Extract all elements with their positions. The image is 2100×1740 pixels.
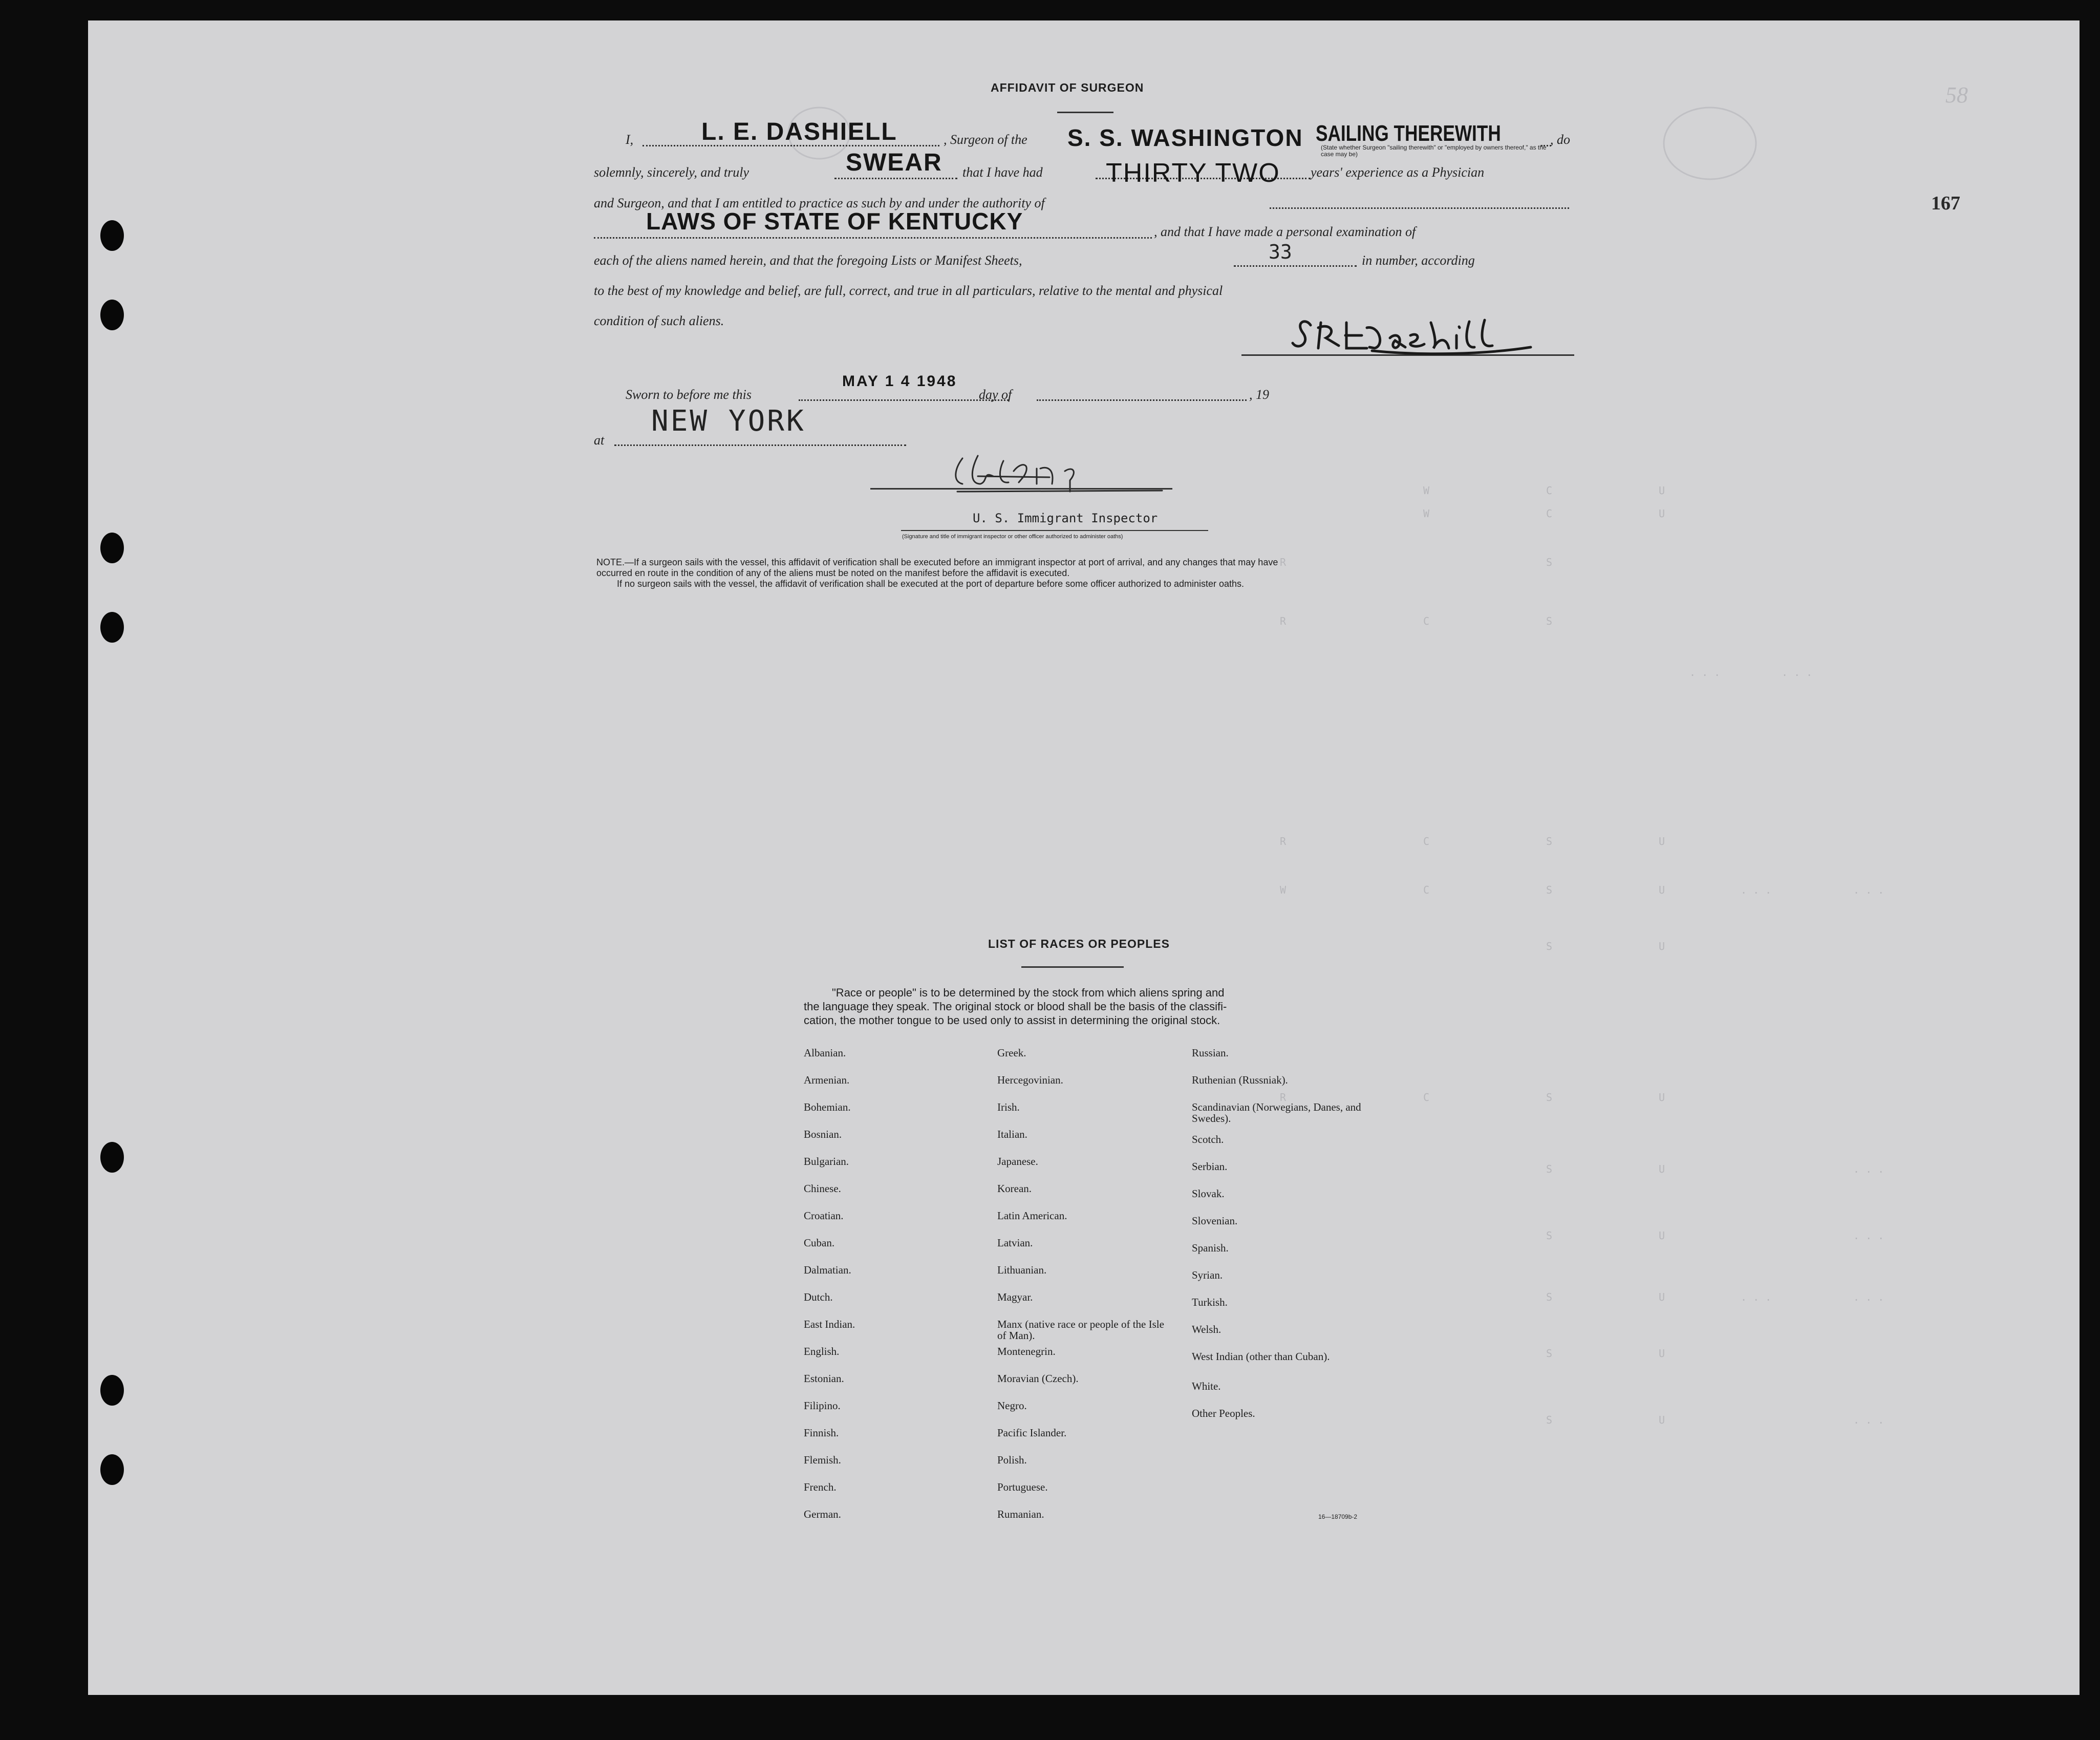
race-item: White.: [1192, 1380, 1221, 1392]
race-item: Korean.: [997, 1182, 1032, 1195]
practice-authority: LAWS OF STATE OF KENTUCKY: [646, 208, 1023, 235]
svg-text:. . .: . . .: [1853, 1229, 1884, 1242]
svg-text:S: S: [1546, 1229, 1553, 1242]
race-item: Dalmatian.: [804, 1264, 851, 1276]
race-item: Estonian.: [804, 1372, 844, 1385]
race-item: Manx (native race or people of the Isle of Man).: [997, 1318, 1164, 1342]
year-prefix: , 19: [1249, 387, 1269, 402]
sailing-status: SAILING THEREWITH: [1316, 121, 1501, 146]
races-intro-1: "Race or people" is to be determined by the stock from which aliens spring and: [832, 986, 1225, 999]
svg-text:. . .: . . .: [1853, 1414, 1884, 1426]
svg-text:U: U: [1659, 940, 1665, 952]
svg-text:C: C: [1423, 615, 1430, 627]
svg-text:U: U: [1659, 1291, 1665, 1303]
race-item: Moravian (Czech).: [997, 1372, 1079, 1385]
race-item: Bohemian.: [804, 1101, 851, 1113]
svg-text:S: S: [1546, 884, 1553, 896]
race-item: West Indian (other than Cuban).: [1192, 1350, 1330, 1363]
svg-text:W: W: [1423, 484, 1430, 497]
race-item: Magyar.: [997, 1291, 1033, 1303]
svg-text:. . .: . . .: [1853, 884, 1884, 896]
race-item: Latvian.: [997, 1237, 1033, 1249]
svg-text:S: S: [1546, 1291, 1553, 1303]
svg-text:. . .: . . .: [1689, 666, 1721, 678]
svg-text:U: U: [1659, 835, 1665, 847]
affidavit-line2-mid: that I have had: [962, 165, 1043, 180]
races-column-3: [1192, 1047, 1381, 1435]
race-item: Greek.: [997, 1047, 1026, 1059]
svg-text:U: U: [1659, 884, 1665, 896]
affidavit-line5-suffix: in number, according: [1362, 253, 1475, 268]
race-item: Filipino.: [804, 1399, 841, 1412]
race-item: Syrian.: [1192, 1269, 1223, 1281]
oath-type: SWEAR: [846, 149, 942, 176]
sworn-date-stamp: MAY 1 4 1948: [842, 373, 957, 390]
affidavit-line2-prefix: solemnly, sincerely, and truly: [594, 165, 749, 180]
surgeon-name: L. E. DASHIELL: [701, 118, 897, 145]
race-item: Bulgarian.: [804, 1155, 849, 1168]
race-item: Scandinavian (Norwegians, Danes, and Swedes).: [1192, 1101, 1361, 1124]
svg-text:R: R: [1280, 615, 1287, 627]
svg-text:S: S: [1546, 1091, 1553, 1104]
svg-text:C: C: [1423, 1091, 1430, 1104]
manifest-sheets-count: 33: [1269, 241, 1292, 263]
race-item: Finnish.: [804, 1427, 839, 1439]
race-item: Pacific Islander.: [997, 1427, 1067, 1439]
race-item: Chinese.: [804, 1182, 841, 1195]
inspector-caption-rule: [901, 530, 1208, 531]
day-of-text: day of: [979, 387, 1012, 402]
svg-text:S: S: [1546, 835, 1553, 847]
svg-text:U: U: [1659, 484, 1665, 497]
corner-mark: 58: [1945, 82, 1968, 108]
svg-text:S: S: [1546, 615, 1553, 627]
svg-text:S: S: [1546, 1163, 1553, 1175]
races-intro-2: the language they speak. The original stock or blood shall be the basis of the classifi-: [804, 1000, 1227, 1013]
races-title: LIST OF RACES OR PEOPLES: [988, 937, 1170, 950]
form-number: 16—18709b-2: [1318, 1513, 1358, 1520]
race-item: Croatian.: [804, 1209, 844, 1222]
signature-caption: (Signature and title of immigrant inspector or other officer authorized to administer oaths): [902, 534, 1123, 540]
affidavit-line6: to the best of my knowledge and belief, are full, correct, and true in all particulars, relative to the mental and physical: [594, 283, 1223, 298]
race-item: Rumanian.: [997, 1508, 1044, 1520]
svg-text:C: C: [1423, 835, 1430, 847]
svg-text:C: C: [1546, 507, 1553, 520]
svg-text:U: U: [1659, 1414, 1665, 1426]
race-item: Welsh.: [1192, 1323, 1222, 1335]
svg-text:C: C: [1423, 884, 1430, 896]
race-item: Japanese.: [997, 1155, 1038, 1168]
race-item: Turkish.: [1192, 1296, 1228, 1308]
affidavit-title: AFFIDAVIT OF SURGEON: [991, 81, 1144, 94]
race-item: Russian.: [1192, 1047, 1229, 1059]
race-item: Dutch.: [804, 1291, 833, 1303]
race-item: Negro.: [997, 1399, 1027, 1412]
race-item: Italian.: [997, 1128, 1027, 1140]
svg-text:U: U: [1659, 1347, 1665, 1360]
svg-text:. . .: . . .: [1741, 884, 1772, 896]
race-item: French.: [804, 1481, 837, 1493]
race-item: Latin American.: [997, 1209, 1067, 1222]
svg-text:. . .: . . .: [1741, 1291, 1772, 1303]
race-item: Slovenian.: [1192, 1215, 1238, 1227]
race-item: Cuban.: [804, 1237, 835, 1249]
race-item: Bosnian.: [804, 1128, 842, 1140]
do-text: , do: [1550, 132, 1570, 147]
race-item: Hercegovinian.: [997, 1074, 1063, 1086]
svg-text:R: R: [1280, 556, 1287, 568]
races-intro-3: cation, the mother tongue to be used only to assist in determining the original stock.: [804, 1014, 1220, 1027]
svg-text:R: R: [1280, 835, 1287, 847]
vessel-name: S. S. WASHINGTON: [1067, 124, 1303, 151]
race-item: Lithuanian.: [997, 1264, 1047, 1276]
svg-text:U: U: [1659, 1229, 1665, 1242]
race-item: Albanian.: [804, 1047, 846, 1059]
affidavit-line3: and Surgeon, and that I am entitled to practice as such by and under the authority of: [594, 196, 1045, 210]
race-item: English.: [804, 1345, 840, 1357]
note-line-2: occurred en route in the condition of any of the aliens must be noted on the manifest before the affidavit is executed.: [596, 568, 1070, 578]
title-rule: [1057, 112, 1113, 113]
svg-text:. . .: . . .: [1853, 1291, 1884, 1303]
affidavit-line1-prefix: I,: [626, 132, 634, 147]
race-item: Serbian.: [1192, 1160, 1228, 1173]
svg-text:S: S: [1546, 1414, 1553, 1426]
svg-text:S: S: [1546, 556, 1553, 568]
inspector-signature-line: [870, 488, 1172, 490]
svg-text:S: S: [1546, 1347, 1553, 1360]
surgeon-of-text: , Surgeon of the: [944, 132, 1027, 147]
race-item: Other Peoples.: [1192, 1407, 1255, 1419]
race-item: Montenegrin.: [997, 1345, 1056, 1357]
affidavit-line2-suffix: years' experience as a Physician: [1311, 165, 1485, 180]
at-text: at: [594, 433, 605, 448]
sworn-prefix: Sworn to before me this: [626, 387, 752, 402]
race-item: German.: [804, 1508, 841, 1520]
svg-text:. . .: . . .: [1853, 1163, 1884, 1175]
surgeon-signature: [1290, 307, 1577, 358]
note-line-1: NOTE.—If a surgeon sails with the vessel, this affidavit of verification shall be executed before an immigrant inspector at port of arrival, and any changes that may have: [596, 557, 1278, 567]
status-note: (State whether Surgeon "sailing therewith" or "employed by owners thereof," as the case may be): [1321, 144, 1547, 158]
sworn-place: NEW YORK: [651, 405, 806, 438]
years-experience: THIRTY TWO: [1106, 158, 1280, 188]
race-item: Irish.: [997, 1101, 1020, 1113]
svg-text:S: S: [1546, 940, 1553, 952]
races-column-1: [804, 1047, 978, 1536]
race-item: Scotch.: [1192, 1133, 1224, 1145]
affidavit-line4-suffix: , and that I have made a personal examination of: [1154, 224, 1416, 239]
race-item: Ruthenian (Russniak).: [1192, 1074, 1288, 1086]
race-item: Portuguese.: [997, 1481, 1048, 1493]
svg-text:U: U: [1659, 1163, 1665, 1175]
svg-text:W: W: [1280, 884, 1287, 896]
note-line-3: If no surgeon sails with the vessel, the affidavit of verification shall be executed at the port of departure before some officer authorized to administer oaths.: [617, 579, 1245, 589]
race-item: East Indian.: [804, 1318, 855, 1330]
affidavit-line7: condition of such aliens.: [594, 313, 724, 328]
svg-text:. . .: . . .: [1782, 666, 1813, 678]
race-item: Polish.: [997, 1454, 1027, 1466]
svg-text:W: W: [1423, 507, 1430, 520]
svg-text:R: R: [1280, 1091, 1287, 1104]
page-number: 167: [1931, 193, 1960, 214]
races-title-rule: [1021, 966, 1124, 968]
race-item: Spanish.: [1192, 1242, 1229, 1254]
race-item: Flemish.: [804, 1454, 841, 1466]
svg-text:U: U: [1659, 507, 1665, 520]
races-column-2: [997, 1047, 1171, 1536]
svg-text:C: C: [1546, 484, 1553, 497]
inspector-title: U. S. Immigrant Inspector: [973, 511, 1158, 525]
affidavit-line5-prefix: each of the aliens named herein, and that the foregoing Lists or Manifest Sheets,: [594, 253, 1022, 268]
svg-text:U: U: [1659, 1091, 1665, 1104]
race-item: Armenian.: [804, 1074, 850, 1086]
race-item: Slovak.: [1192, 1187, 1225, 1200]
